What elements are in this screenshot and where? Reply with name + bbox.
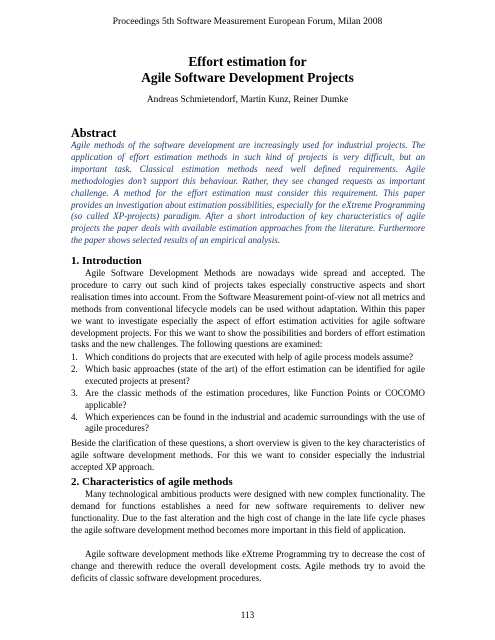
- section-1-intro-paragraph: Agile Software Development Methods are nowadays wide spread and accepted. The procedure to carry out such kind of projects takes especially constructive aspects and short realisation times into account. From the Software Measurement point-of-view not all metrics and methods from conventional lifecycle models can be used without adaptation. Within this paper we want to investigate especially the aspect of effort estimation activities for agile software development projects. For this we want to show the possibilities and borders of effort estimation tasks and the new challenges. The following questions are examined:: [71, 268, 425, 350]
- page-number: 113: [240, 610, 255, 620]
- section-2-paragraph-1: Many technological ambitious products were designed with new complex functionality. The demand for functions establishes a need for new software requirements to deliver new functionality. Due to the fast alteration and the high cost of change in the late life cycle phases the agile software development method becomes more important in this field of application.: [71, 489, 425, 535]
- running-header: Proceedings 5th Software Measurement European Forum, Milan 2008: [112, 16, 383, 27]
- question-number: 2.: [71, 363, 78, 374]
- question-item: [71, 412, 425, 436]
- author-list: Andreas Schmietendorf, Martin Kunz, Reiner Dumke: [146, 95, 349, 105]
- section-1-heading: 1. Introduction: [71, 255, 142, 267]
- paper-title: [0, 54, 495, 86]
- paper-title-line-2: Agile Software Development Projects: [141, 70, 354, 85]
- question-number: 4.: [71, 411, 78, 422]
- question-text: Which conditions do projects that are executed with help of agile process models assume?: [85, 352, 414, 362]
- question-list: [71, 352, 425, 435]
- abstract-heading: Abstract: [71, 126, 117, 140]
- question-item: [71, 352, 425, 364]
- question-number: 1.: [71, 352, 78, 362]
- question-text: Are the classic methods of the estimation procedures, like Function Points or COCOMO applicable?: [85, 387, 425, 410]
- section-1-closing-paragraph: Beside the clarification of these questions, a short overview is given to the key characteristics of agile software development methods. For this we want to consider especially the industrial accepted XP approach.: [71, 438, 425, 472]
- question-text: Which experiences can be found in the industrial and academic surroundings with the use of agile procedures?: [85, 411, 425, 434]
- paper-title-line-1: Effort estimation for: [188, 54, 307, 69]
- question-item: [71, 388, 425, 412]
- question-text: Which basic approaches (state of the art) of the effort estimation can be identified for agile executed projects at present?: [85, 363, 425, 386]
- question-number: 3.: [71, 387, 78, 398]
- section-2-heading: 2. Characteristics of agile methods: [71, 476, 233, 488]
- question-item: [71, 364, 425, 388]
- section-2-paragraph-2: Agile software development methods like eXtreme Programming try to decrease the cost of change and therewith reduce the overall development costs. Agile methods try to avoid the deficits of classic software development procedures.: [71, 549, 425, 583]
- abstract-text: Agile methods of the software development are increasingly used for industrial projects. The application of effort estimation methods in such kind of projects is very difficult, but an important task. Classical estimation methods need well defined requirements. Agile methodologies don’t support this behaviour. Rather, they see changed requests as important challenge. A method for the effort estimation must consider this requirement. This paper provides an investigation about estimation possibilities, especially for the eXtreme Programming (so called XP-projects) paradigm. After a short introduction of key characteristics of agile projects the paper deals with available estimation approaches from the literature. Furthermore the paper shows selected results of an empirical analysis.: [71, 140, 425, 246]
